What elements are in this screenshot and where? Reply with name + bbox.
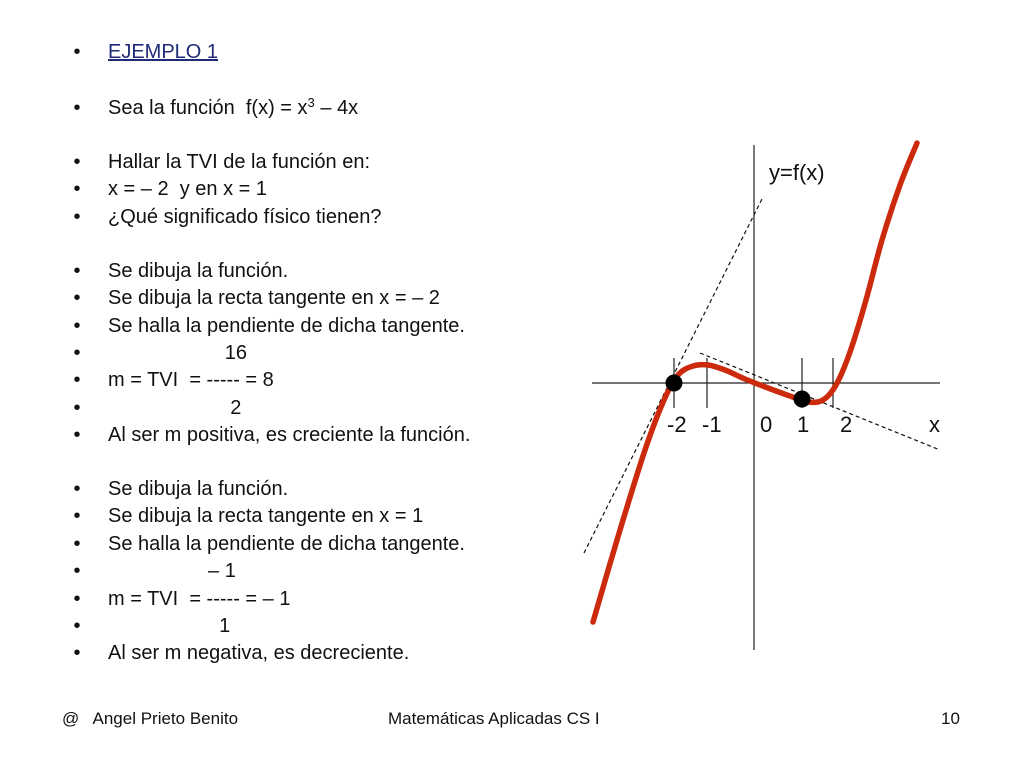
- fraction-numerator: – 1: [108, 560, 236, 582]
- x-tick-label: 0: [760, 412, 773, 437]
- bullet-marker: •: [73, 505, 81, 527]
- bullet-marker: •: [73, 588, 81, 610]
- example-title: EJEMPLO 1: [108, 41, 219, 63]
- bullet-marker: •: [73, 615, 81, 637]
- y-axis-label: y=f(x): [769, 160, 825, 185]
- x-axis-label: x: [929, 412, 940, 437]
- bullet-text: Se dibuja la función.: [108, 478, 289, 500]
- bullet-marker: •: [73, 478, 81, 500]
- bullet-marker: •: [73, 424, 81, 446]
- bullet-marker: •: [73, 533, 81, 555]
- x-tick-label: 2: [840, 412, 853, 437]
- bullet-marker: •: [73, 287, 81, 309]
- bullet-marker: •: [73, 315, 81, 337]
- fraction-denominator: 1: [108, 615, 231, 637]
- bullet-text: x = – 2 y en x = 1: [108, 178, 267, 200]
- slope-equation: m = TVI = ----- = 8: [108, 369, 274, 391]
- bullet-marker: •: [73, 178, 81, 200]
- bullet-marker: •: [73, 397, 81, 419]
- tangent-point-1: [794, 391, 811, 408]
- fraction-denominator: 2: [108, 397, 242, 419]
- footer-author: @ Angel Prieto Benito: [62, 709, 239, 728]
- bullet-text: ¿Qué significado físico tienen?: [108, 206, 382, 228]
- bullet-marker: •: [73, 560, 81, 582]
- bullet-marker: •: [73, 206, 81, 228]
- slope-equation: m = TVI = ----- = – 1: [108, 588, 291, 610]
- tangent-point-minus-2: [666, 375, 683, 392]
- bullet-text: Se halla la pendiente de dicha tangente.: [108, 315, 465, 337]
- bullet-text: Al ser m positiva, es creciente la función.: [108, 424, 471, 446]
- bullet-text: Se dibuja la función.: [108, 260, 289, 282]
- bullet-text: Al ser m negativa, es decreciente.: [108, 642, 410, 664]
- function-text: Sea la función f(x) = x: [108, 97, 308, 119]
- bullet-text: Se halla la pendiente de dicha tangente.: [108, 533, 465, 555]
- bullet-marker: •: [73, 41, 81, 63]
- bullet-marker: •: [73, 151, 81, 173]
- fraction-numerator: 16: [108, 342, 247, 364]
- bullet-marker: •: [73, 642, 81, 664]
- footer-course: Matemáticas Aplicadas CS I: [388, 709, 600, 728]
- bullet-marker: •: [73, 342, 81, 364]
- x-tick-label: -1: [702, 412, 722, 437]
- bullet-marker: •: [73, 97, 81, 119]
- bullet-marker: •: [73, 260, 81, 282]
- bullet-text: Se dibuja la recta tangente en x = 1: [108, 505, 424, 527]
- bullet-marker: •: [73, 369, 81, 391]
- bullet-text: Hallar la TVI de la función en:: [108, 151, 371, 173]
- x-tick-label: -2: [667, 412, 687, 437]
- bullet-text: Se dibuja la recta tangente en x = – 2: [108, 287, 440, 309]
- footer-page-number: 10: [941, 709, 960, 728]
- exponent: 3: [307, 95, 315, 110]
- function-text-end: – 4x: [314, 97, 359, 119]
- x-tick-label: 1: [797, 412, 810, 437]
